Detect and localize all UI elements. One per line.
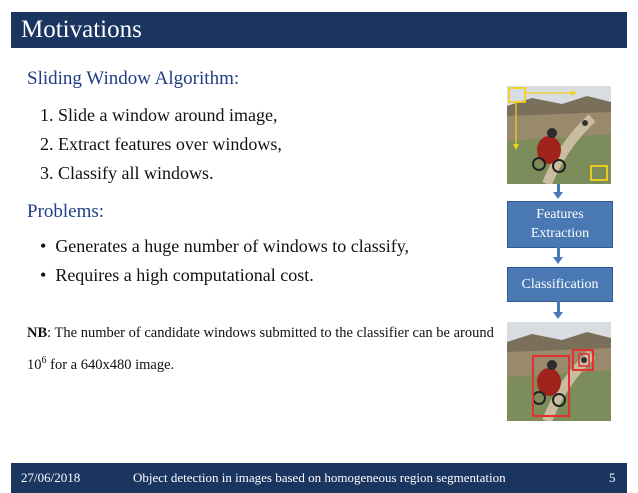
nb-label: NB (27, 325, 48, 341)
title-bar (11, 12, 627, 48)
footer-caption: Object detection in images based on homogeneous region segmentation (133, 470, 506, 485)
bullet-icon: • (40, 265, 56, 285)
classification-box (507, 267, 613, 302)
nb-text: : The number of candidate windows submitted to the classifier can be around 10 (27, 325, 494, 373)
nb-note (27, 320, 497, 379)
arrow-stem (557, 247, 560, 257)
footer-date: 27/06/2018 (21, 470, 81, 485)
features-extraction-box (507, 201, 613, 248)
algorithm-steps (40, 101, 282, 188)
step-item: 3. Classify all windows. (40, 163, 214, 183)
slide-title: Motivations (21, 16, 142, 43)
problem-item (40, 232, 409, 261)
nb-exponent: 6 (41, 355, 47, 366)
arrow-stem (557, 301, 560, 312)
page-number: 5 (609, 470, 616, 485)
bullet-icon: • (40, 236, 56, 256)
classification-label: Classification (521, 277, 599, 292)
down-arrow-icon (553, 192, 563, 199)
sliding-window-heading: Sliding Window Algorithm: (27, 68, 240, 89)
extraction-label: Extraction (530, 226, 590, 241)
problem-item (40, 261, 409, 290)
down-arrow-icon (553, 257, 563, 264)
problem-text: Generates a huge number of windows to classify, (55, 236, 410, 256)
sliding-window-photo (507, 86, 611, 184)
detection-result-photo (507, 322, 611, 421)
problem-text: Requires a high computational cost. (55, 265, 314, 285)
problems-list (40, 232, 409, 290)
down-arrow-icon (553, 312, 563, 319)
sliding-window-illustration (507, 86, 611, 184)
footer-bar (11, 463, 627, 493)
step-item: 2. Extract features over windows, (40, 134, 282, 154)
features-label: Features (536, 207, 584, 222)
nb-text-end: for a 640x480 image. (46, 356, 175, 373)
step-item: 1. Slide a window around image, (40, 105, 278, 125)
problems-heading: Problems: (27, 201, 105, 222)
detection-illustration (507, 322, 611, 421)
